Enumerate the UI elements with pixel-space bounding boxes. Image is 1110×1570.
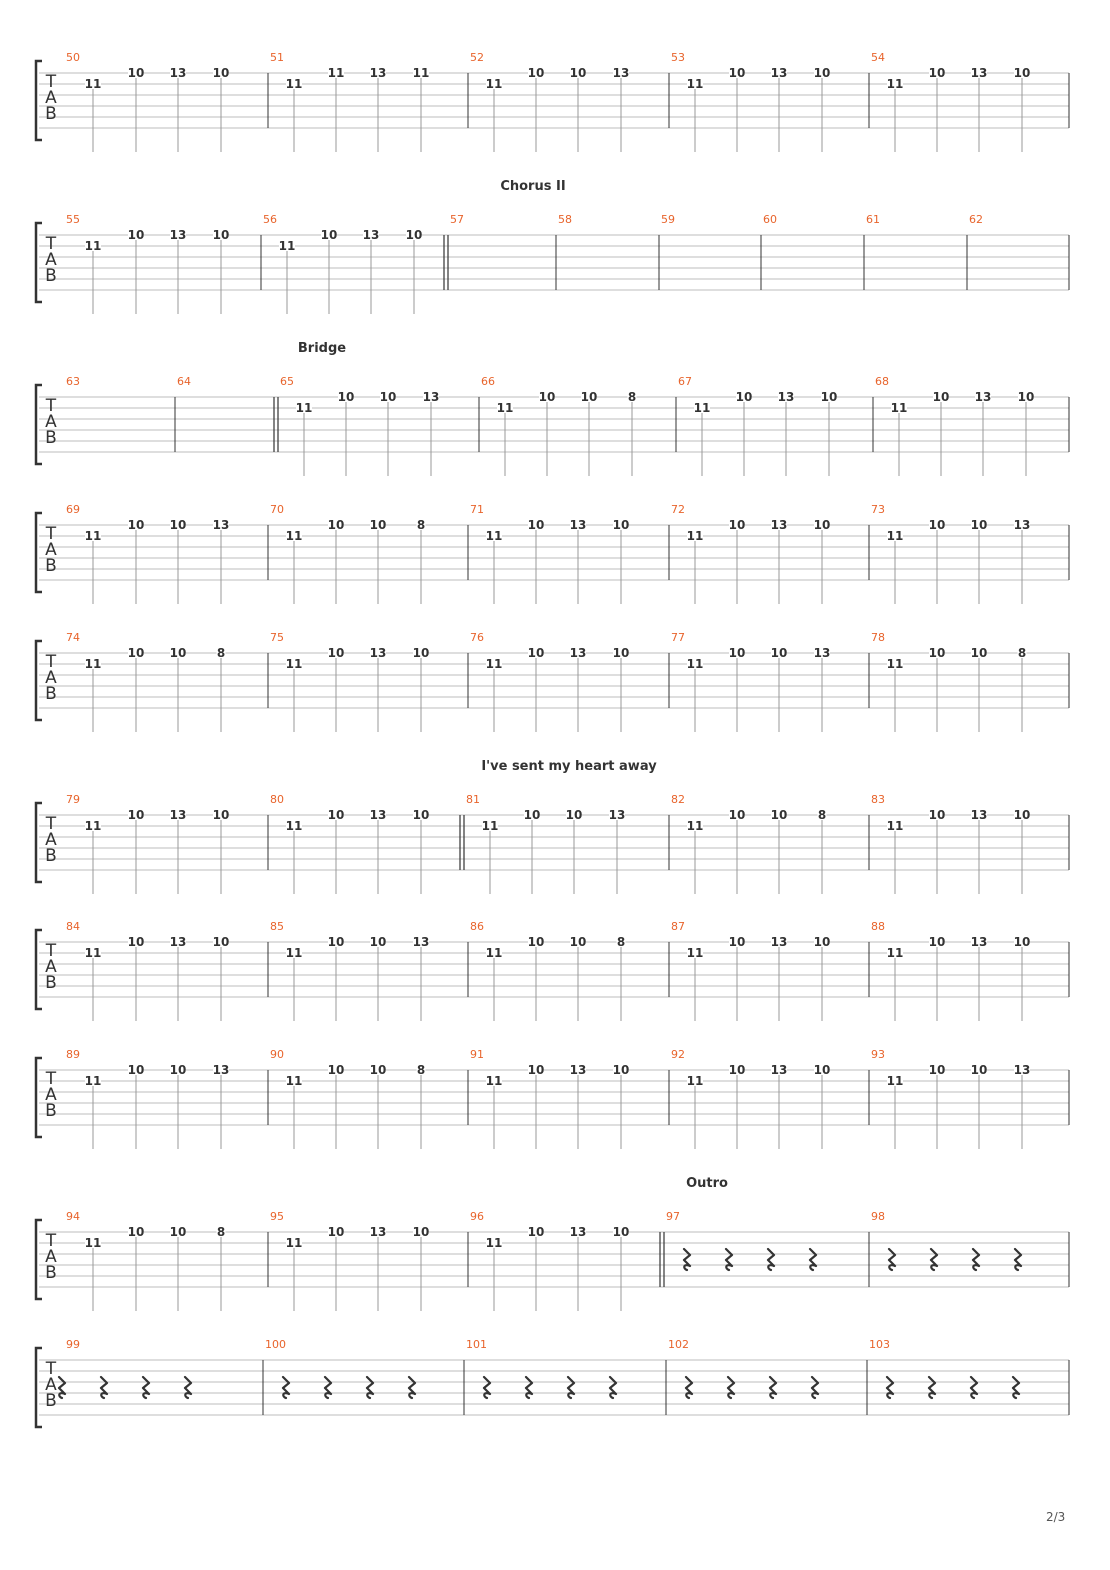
fret-number: 10 bbox=[379, 390, 397, 404]
quarter-rest bbox=[526, 1377, 532, 1398]
tab-system bbox=[36, 503, 1069, 604]
measure-number: 90 bbox=[270, 1048, 284, 1061]
section-label: Chorus II bbox=[500, 179, 566, 194]
tab-clef-letter: T bbox=[45, 396, 57, 416]
fret-number: 10 bbox=[928, 646, 946, 660]
fret-number: 10 bbox=[813, 935, 831, 949]
fret-number: 10 bbox=[527, 518, 545, 532]
quarter-rest bbox=[929, 1377, 935, 1398]
quarter-rest bbox=[810, 1249, 816, 1270]
fret-number: 10 bbox=[327, 1225, 345, 1239]
quarter-rest bbox=[684, 1249, 690, 1270]
fret-number: 11 bbox=[886, 946, 904, 960]
fret-number: 11 bbox=[886, 1074, 904, 1088]
fret-number: 8 bbox=[216, 1225, 226, 1239]
measure-number: 96 bbox=[470, 1210, 484, 1223]
fret-number: 8 bbox=[1017, 646, 1027, 660]
measure-number: 86 bbox=[470, 920, 484, 933]
fret-number: 11 bbox=[84, 657, 102, 671]
fret-number: 10 bbox=[1013, 66, 1031, 80]
fret-number: 11 bbox=[485, 657, 503, 671]
fret-number: 10 bbox=[928, 935, 946, 949]
quarter-rest bbox=[812, 1377, 818, 1398]
fret-number: 10 bbox=[728, 646, 746, 660]
fret-number: 10 bbox=[970, 518, 988, 532]
fret-number: 10 bbox=[127, 1063, 145, 1077]
fret-number: 13 bbox=[369, 646, 387, 660]
fret-number: 13 bbox=[422, 390, 440, 404]
quarter-rest bbox=[484, 1377, 490, 1398]
fret-number: 11 bbox=[485, 1074, 503, 1088]
fret-number: 11 bbox=[285, 1236, 303, 1250]
quarter-rest bbox=[143, 1377, 149, 1398]
quarter-rest bbox=[325, 1377, 331, 1398]
quarter-rest bbox=[887, 1377, 893, 1398]
tab-clef-letter: B bbox=[45, 104, 57, 124]
fret-number: 13 bbox=[169, 228, 187, 242]
measure-number: 63 bbox=[66, 375, 80, 388]
fret-number: 11 bbox=[285, 77, 303, 91]
fret-number: 10 bbox=[928, 808, 946, 822]
fret-number: 11 bbox=[686, 657, 704, 671]
fret-number: 10 bbox=[813, 518, 831, 532]
fret-number: 13 bbox=[569, 1063, 587, 1077]
fret-number: 10 bbox=[127, 935, 145, 949]
tab-clef-letter: A bbox=[45, 1085, 57, 1105]
fret-number: 13 bbox=[612, 66, 630, 80]
fret-number: 10 bbox=[320, 228, 338, 242]
fret-number: 13 bbox=[412, 935, 430, 949]
fret-number: 11 bbox=[485, 77, 503, 91]
fret-number: 11 bbox=[84, 529, 102, 543]
tab-clef-letter: T bbox=[45, 72, 57, 92]
fret-number: 13 bbox=[569, 646, 587, 660]
fret-number: 10 bbox=[127, 66, 145, 80]
fret-number: 10 bbox=[569, 66, 587, 80]
fret-number: 10 bbox=[169, 518, 187, 532]
measure-number: 59 bbox=[661, 213, 675, 226]
measure-number: 60 bbox=[763, 213, 777, 226]
fret-number: 10 bbox=[928, 518, 946, 532]
fret-number: 13 bbox=[362, 228, 380, 242]
measure-number: 83 bbox=[871, 793, 885, 806]
measure-number: 97 bbox=[666, 1210, 680, 1223]
fret-number: 10 bbox=[337, 390, 355, 404]
fret-number: 13 bbox=[169, 935, 187, 949]
fret-number: 10 bbox=[169, 1063, 187, 1077]
fret-number: 13 bbox=[777, 390, 795, 404]
tab-system bbox=[36, 759, 1069, 894]
fret-number: 10 bbox=[527, 66, 545, 80]
fret-number: 10 bbox=[1013, 935, 1031, 949]
fret-number: 10 bbox=[212, 935, 230, 949]
fret-number: 11 bbox=[886, 77, 904, 91]
tab-system bbox=[36, 179, 1069, 314]
measure-number: 68 bbox=[875, 375, 889, 388]
measure-number: 69 bbox=[66, 503, 80, 516]
fret-number: 13 bbox=[369, 808, 387, 822]
measure-number: 51 bbox=[270, 51, 284, 64]
fret-number: 10 bbox=[728, 1063, 746, 1077]
fret-number: 11 bbox=[84, 946, 102, 960]
fret-number: 10 bbox=[770, 808, 788, 822]
section-label: I've sent my heart away bbox=[481, 759, 657, 774]
fret-number: 11 bbox=[686, 946, 704, 960]
tab-clef-letter: T bbox=[45, 524, 57, 544]
fret-number: 10 bbox=[728, 518, 746, 532]
quarter-rest bbox=[367, 1377, 373, 1398]
fret-number: 10 bbox=[127, 518, 145, 532]
measure-number: 64 bbox=[177, 375, 191, 388]
measure-number: 79 bbox=[66, 793, 80, 806]
quarter-rest bbox=[770, 1377, 776, 1398]
quarter-rest bbox=[409, 1377, 415, 1398]
fret-number: 11 bbox=[84, 819, 102, 833]
fret-number: 11 bbox=[496, 401, 514, 415]
measure-number: 57 bbox=[450, 213, 464, 226]
fret-number: 10 bbox=[369, 1063, 387, 1077]
fret-number: 10 bbox=[369, 935, 387, 949]
tab-clef-letter: T bbox=[45, 941, 57, 961]
quarter-rest bbox=[889, 1249, 895, 1270]
fret-number: 8 bbox=[627, 390, 637, 404]
quarter-rest bbox=[283, 1377, 289, 1398]
fret-number: 11 bbox=[278, 239, 296, 253]
quarter-rest bbox=[931, 1249, 937, 1270]
measure-number: 80 bbox=[270, 793, 284, 806]
fret-number: 11 bbox=[412, 66, 430, 80]
quarter-rest bbox=[728, 1377, 734, 1398]
fret-number: 10 bbox=[405, 228, 423, 242]
fret-number: 11 bbox=[285, 946, 303, 960]
tab-system bbox=[36, 631, 1069, 732]
fret-number: 11 bbox=[485, 529, 503, 543]
fret-number: 11 bbox=[485, 946, 503, 960]
fret-number: 10 bbox=[327, 935, 345, 949]
fret-number: 10 bbox=[412, 646, 430, 660]
fret-number: 11 bbox=[84, 77, 102, 91]
fret-number: 10 bbox=[212, 808, 230, 822]
fret-number: 13 bbox=[369, 66, 387, 80]
fret-number: 10 bbox=[212, 66, 230, 80]
measure-number: 67 bbox=[678, 375, 692, 388]
measure-number: 73 bbox=[871, 503, 885, 516]
tab-system bbox=[36, 341, 1069, 476]
fret-number: 10 bbox=[928, 1063, 946, 1077]
quarter-rest bbox=[185, 1377, 191, 1398]
fret-number: 10 bbox=[127, 1225, 145, 1239]
fret-number: 10 bbox=[728, 935, 746, 949]
quarter-rest bbox=[568, 1377, 574, 1398]
fret-number: 13 bbox=[970, 66, 988, 80]
tab-clef-letter: T bbox=[45, 1069, 57, 1089]
measure-number: 65 bbox=[280, 375, 294, 388]
tab-clef-letter: A bbox=[45, 412, 57, 432]
fret-number: 13 bbox=[169, 66, 187, 80]
tab-clef-letter: A bbox=[45, 1247, 57, 1267]
measure-number: 84 bbox=[66, 920, 80, 933]
fret-number: 10 bbox=[820, 390, 838, 404]
fret-number: 8 bbox=[416, 518, 426, 532]
measure-number: 82 bbox=[671, 793, 685, 806]
fret-number: 10 bbox=[369, 518, 387, 532]
fret-number: 11 bbox=[886, 657, 904, 671]
measure-number: 78 bbox=[871, 631, 885, 644]
section-label: Outro bbox=[686, 1176, 728, 1191]
fret-number: 10 bbox=[569, 935, 587, 949]
measure-number: 88 bbox=[871, 920, 885, 933]
tab-clef-letter: T bbox=[45, 234, 57, 254]
tab-clef-letter: A bbox=[45, 250, 57, 270]
measure-number: 92 bbox=[671, 1048, 685, 1061]
fret-number: 10 bbox=[612, 518, 630, 532]
fret-number: 11 bbox=[886, 529, 904, 543]
fret-number: 10 bbox=[327, 518, 345, 532]
quarter-rest bbox=[686, 1377, 692, 1398]
tab-clef-letter: T bbox=[45, 652, 57, 672]
fret-number: 10 bbox=[813, 1063, 831, 1077]
fret-number: 13 bbox=[569, 518, 587, 532]
fret-number: 13 bbox=[369, 1225, 387, 1239]
measure-number: 94 bbox=[66, 1210, 80, 1223]
fret-number: 11 bbox=[295, 401, 313, 415]
fret-number: 11 bbox=[84, 1074, 102, 1088]
fret-number: 10 bbox=[327, 646, 345, 660]
fret-number: 10 bbox=[612, 646, 630, 660]
measure-number: 99 bbox=[66, 1338, 80, 1351]
tab-system bbox=[36, 1176, 1069, 1311]
measure-number: 101 bbox=[466, 1338, 487, 1351]
fret-number: 13 bbox=[974, 390, 992, 404]
fret-number: 8 bbox=[616, 935, 626, 949]
fret-number: 10 bbox=[327, 808, 345, 822]
measure-number: 103 bbox=[869, 1338, 890, 1351]
measure-number: 62 bbox=[969, 213, 983, 226]
fret-number: 8 bbox=[216, 646, 226, 660]
measure-number: 50 bbox=[66, 51, 80, 64]
measure-number: 102 bbox=[668, 1338, 689, 1351]
measure-number: 66 bbox=[481, 375, 495, 388]
fret-number: 10 bbox=[1017, 390, 1035, 404]
measure-number: 100 bbox=[265, 1338, 286, 1351]
measure-number: 91 bbox=[470, 1048, 484, 1061]
quarter-rest bbox=[101, 1377, 107, 1398]
measure-number: 54 bbox=[871, 51, 885, 64]
tab-clef-letter: A bbox=[45, 668, 57, 688]
tab-clef-letter: B bbox=[45, 556, 57, 576]
fret-number: 11 bbox=[285, 529, 303, 543]
measure-number: 58 bbox=[558, 213, 572, 226]
fret-number: 11 bbox=[686, 529, 704, 543]
measure-number: 55 bbox=[66, 213, 80, 226]
fret-number: 10 bbox=[127, 808, 145, 822]
tab-clef-letter: A bbox=[45, 830, 57, 850]
tab-system bbox=[36, 1338, 1069, 1427]
fret-number: 11 bbox=[686, 819, 704, 833]
fret-number: 13 bbox=[212, 518, 230, 532]
fret-number: 10 bbox=[728, 808, 746, 822]
fret-number: 10 bbox=[527, 1225, 545, 1239]
fret-number: 13 bbox=[212, 1063, 230, 1077]
fret-number: 13 bbox=[1013, 518, 1031, 532]
fret-number: 10 bbox=[565, 808, 583, 822]
measure-number: 61 bbox=[866, 213, 880, 226]
measure-number: 81 bbox=[466, 793, 480, 806]
fret-number: 10 bbox=[728, 66, 746, 80]
fret-number: 11 bbox=[327, 66, 345, 80]
fret-number: 13 bbox=[970, 808, 988, 822]
fret-number: 13 bbox=[1013, 1063, 1031, 1077]
fret-number: 11 bbox=[686, 1074, 704, 1088]
tab-clef-letter: T bbox=[45, 1231, 57, 1251]
tab-clef-letter: B bbox=[45, 684, 57, 704]
tab-clef-letter: T bbox=[45, 814, 57, 834]
fret-number: 11 bbox=[285, 657, 303, 671]
fret-number: 10 bbox=[612, 1225, 630, 1239]
quarter-rest bbox=[768, 1249, 774, 1270]
fret-number: 11 bbox=[686, 77, 704, 91]
measure-number: 53 bbox=[671, 51, 685, 64]
fret-number: 11 bbox=[285, 1074, 303, 1088]
tab-system bbox=[36, 51, 1069, 152]
fret-number: 11 bbox=[890, 401, 908, 415]
fret-number: 10 bbox=[412, 808, 430, 822]
fret-number: 10 bbox=[970, 646, 988, 660]
fret-number: 10 bbox=[1013, 808, 1031, 822]
measure-number: 85 bbox=[270, 920, 284, 933]
quarter-rest bbox=[610, 1377, 616, 1398]
fret-number: 13 bbox=[770, 66, 788, 80]
quarter-rest bbox=[726, 1249, 732, 1270]
tab-clef-letter: A bbox=[45, 1375, 57, 1395]
fret-number: 10 bbox=[928, 66, 946, 80]
fret-number: 11 bbox=[886, 819, 904, 833]
fret-number: 10 bbox=[813, 66, 831, 80]
fret-number: 13 bbox=[169, 808, 187, 822]
fret-number: 13 bbox=[569, 1225, 587, 1239]
fret-number: 10 bbox=[735, 390, 753, 404]
quarter-rest bbox=[973, 1249, 979, 1270]
measure-number: 95 bbox=[270, 1210, 284, 1223]
fret-number: 11 bbox=[285, 819, 303, 833]
measure-number: 98 bbox=[871, 1210, 885, 1223]
fret-number: 11 bbox=[485, 1236, 503, 1250]
tab-clef-letter: A bbox=[45, 88, 57, 108]
tab-clef-letter: B bbox=[45, 1101, 57, 1121]
fret-number: 10 bbox=[412, 1225, 430, 1239]
fret-number: 8 bbox=[817, 808, 827, 822]
fret-number: 10 bbox=[580, 390, 598, 404]
fret-number: 8 bbox=[416, 1063, 426, 1077]
fret-number: 10 bbox=[169, 1225, 187, 1239]
page-number: 2/3 bbox=[1046, 1510, 1066, 1524]
section-label: Bridge bbox=[297, 341, 347, 356]
fret-number: 10 bbox=[127, 228, 145, 242]
fret-number: 11 bbox=[84, 1236, 102, 1250]
quarter-rest bbox=[971, 1377, 977, 1398]
tab-clef-letter: B bbox=[45, 428, 57, 448]
measure-number: 75 bbox=[270, 631, 284, 644]
fret-number: 11 bbox=[84, 239, 102, 253]
fret-number: 11 bbox=[481, 819, 499, 833]
tab-clef-letter: B bbox=[45, 846, 57, 866]
fret-number: 13 bbox=[770, 935, 788, 949]
measure-number: 56 bbox=[263, 213, 277, 226]
measure-number: 71 bbox=[470, 503, 484, 516]
fret-number: 10 bbox=[612, 1063, 630, 1077]
fret-number: 10 bbox=[212, 228, 230, 242]
tab-clef-letter: A bbox=[45, 540, 57, 560]
tab-system bbox=[36, 920, 1069, 1021]
quarter-rest bbox=[59, 1377, 65, 1398]
fret-number: 13 bbox=[770, 518, 788, 532]
fret-number: 10 bbox=[527, 1063, 545, 1077]
measure-number: 72 bbox=[671, 503, 685, 516]
measure-number: 76 bbox=[470, 631, 484, 644]
fret-number: 10 bbox=[527, 646, 545, 660]
tab-clef-letter: B bbox=[45, 1391, 57, 1411]
measure-number: 52 bbox=[470, 51, 484, 64]
tab-clef-letter: B bbox=[45, 1263, 57, 1283]
fret-number: 13 bbox=[608, 808, 626, 822]
fret-number: 11 bbox=[693, 401, 711, 415]
quarter-rest bbox=[1015, 1249, 1021, 1270]
tab-system bbox=[36, 1048, 1069, 1149]
fret-number: 13 bbox=[813, 646, 831, 660]
tab-clef-letter: A bbox=[45, 957, 57, 977]
fret-number: 10 bbox=[327, 1063, 345, 1077]
fret-number: 13 bbox=[770, 1063, 788, 1077]
fret-number: 10 bbox=[538, 390, 556, 404]
tab-clef-letter: B bbox=[45, 266, 57, 286]
fret-number: 10 bbox=[970, 1063, 988, 1077]
measure-number: 93 bbox=[871, 1048, 885, 1061]
fret-number: 13 bbox=[970, 935, 988, 949]
fret-number: 10 bbox=[932, 390, 950, 404]
tab-clef-letter: T bbox=[45, 1359, 57, 1379]
fret-number: 10 bbox=[523, 808, 541, 822]
fret-number: 10 bbox=[127, 646, 145, 660]
fret-number: 10 bbox=[169, 646, 187, 660]
measure-number: 77 bbox=[671, 631, 685, 644]
measure-number: 70 bbox=[270, 503, 284, 516]
tab-clef-letter: B bbox=[45, 973, 57, 993]
fret-number: 10 bbox=[770, 646, 788, 660]
measure-number: 74 bbox=[66, 631, 80, 644]
fret-number: 10 bbox=[527, 935, 545, 949]
measure-number: 89 bbox=[66, 1048, 80, 1061]
measure-number: 87 bbox=[671, 920, 685, 933]
quarter-rest bbox=[1013, 1377, 1019, 1398]
